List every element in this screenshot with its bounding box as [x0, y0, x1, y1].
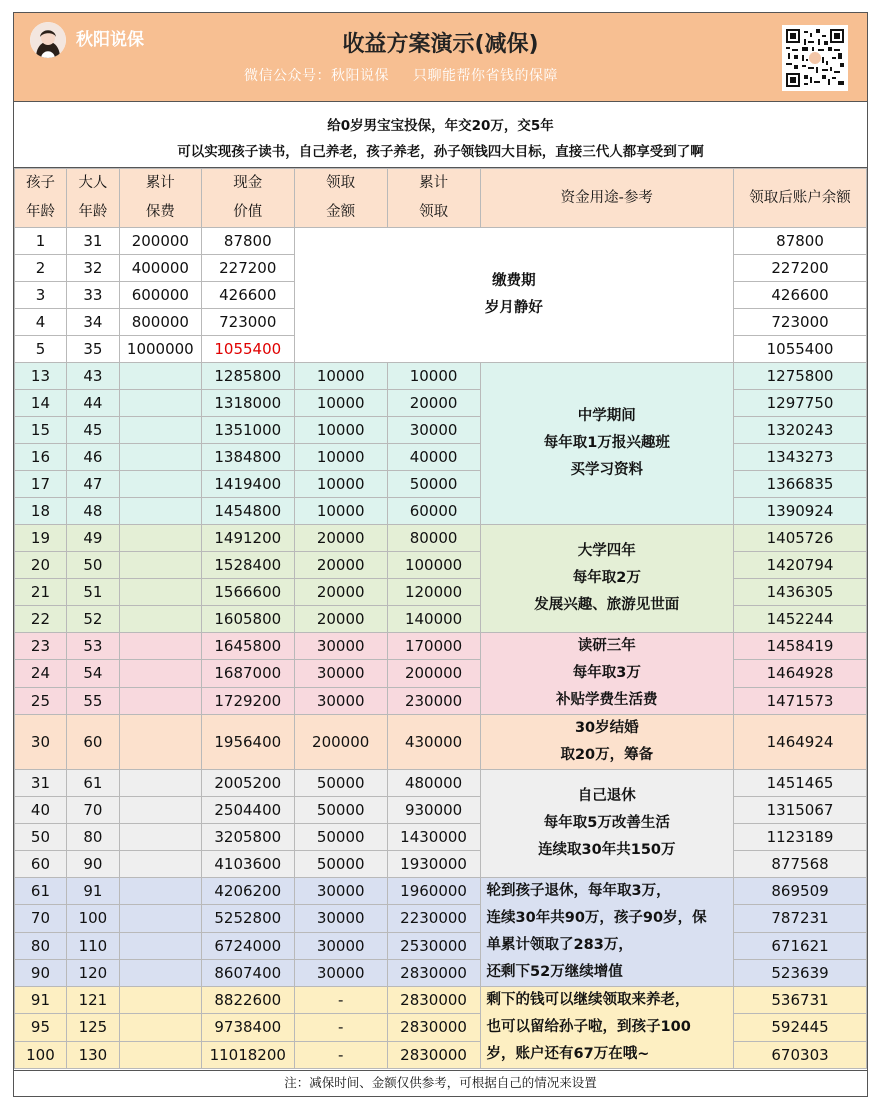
table-row: [15, 824, 867, 851]
balance-cell: 671621: [734, 932, 867, 959]
premium-cell: [119, 633, 201, 660]
usage-description: [480, 987, 734, 1069]
table-row: [15, 633, 867, 660]
usage-line: 补贴学费生活费: [556, 692, 658, 708]
child-age-cell: 19: [15, 525, 67, 552]
cash-value-cell: 1605800: [201, 606, 294, 633]
cash-value-cell: 1528400: [201, 552, 294, 579]
table-row: [15, 932, 867, 959]
cash-value-cell: 1351000: [201, 417, 294, 444]
cumulative-claim-cell: 170000: [387, 633, 480, 660]
cash-value-cell: 9738400: [201, 1014, 294, 1041]
premium-cell: 600000: [119, 282, 201, 309]
premium-cell: [119, 905, 201, 932]
table-row: [15, 363, 867, 390]
table-row: [15, 905, 867, 932]
child-age-cell: 30: [15, 715, 67, 770]
balance-cell: 877568: [734, 851, 867, 878]
adult-age-cell: 90: [66, 851, 119, 878]
cumulative-claim-cell: 2530000: [387, 932, 480, 959]
adult-age-cell: 52: [66, 606, 119, 633]
cash-value-cell: 1055400: [201, 336, 294, 363]
premium-cell: [119, 824, 201, 851]
claim-cell: 20000: [294, 579, 387, 606]
claim-cell: 30000: [294, 905, 387, 932]
cumulative-claim-cell: 480000: [387, 770, 480, 797]
table-row: [15, 770, 867, 797]
cash-value-cell: 11018200: [201, 1041, 294, 1068]
table-row: [15, 525, 867, 552]
adult-age-cell: 48: [66, 498, 119, 525]
usage-line: 买学习资料: [570, 462, 644, 478]
balance-cell: 1315067: [734, 797, 867, 824]
usage-line: 中学期间: [577, 408, 636, 424]
adult-age-cell: 91: [66, 878, 119, 905]
premium-cell: [119, 606, 201, 633]
child-age-cell: 100: [15, 1041, 67, 1068]
premium-cell: [119, 797, 201, 824]
table-row: [15, 959, 867, 986]
adult-age-cell: 60: [66, 715, 119, 770]
cash-value-cell: 8607400: [201, 959, 294, 986]
balance-cell: 592445: [734, 1014, 867, 1041]
col-adult-age: 大人 年龄: [66, 169, 119, 228]
table-row: [15, 797, 867, 824]
premium-cell: [119, 390, 201, 417]
usage-line: 读研三年: [577, 638, 636, 654]
cumulative-claim-cell: 30000: [387, 417, 480, 444]
benefit-table: [14, 168, 867, 1069]
adult-age-cell: 61: [66, 770, 119, 797]
adult-age-cell: 46: [66, 444, 119, 471]
balance-cell: 670303: [734, 1041, 867, 1068]
balance-cell: 1320243: [734, 417, 867, 444]
usage-line: 剩下的钱可以继续领取来养老，: [486, 992, 690, 1008]
claim-cell: 50000: [294, 851, 387, 878]
cumulative-claim-cell: 1430000: [387, 824, 480, 851]
claim-cell: 10000: [294, 390, 387, 417]
cumulative-claim-cell: 1930000: [387, 851, 480, 878]
usage-line: 岁，账户还有67万在哦~: [486, 1046, 650, 1062]
child-age-cell: 21: [15, 579, 67, 606]
cash-value-cell: 2504400: [201, 797, 294, 824]
cash-value-cell: 1729200: [201, 687, 294, 714]
child-age-cell: 50: [15, 824, 67, 851]
intro-line-2: 可以实现孩子读书，自己养老，孩子养老，孙子领钱四大目标，直接三代人都享受到了啊: [177, 144, 704, 160]
table-row: [15, 851, 867, 878]
premium-cell: [119, 444, 201, 471]
cash-value-cell: 87800: [201, 228, 294, 255]
child-age-cell: 3: [15, 282, 67, 309]
balance-cell: 1451465: [734, 770, 867, 797]
cumulative-claim-cell: 2230000: [387, 905, 480, 932]
child-age-cell: 2: [15, 255, 67, 282]
usage-line: 发展兴趣、旅游见世面: [534, 597, 680, 613]
table-row: [15, 606, 867, 633]
cumulative-claim-cell: 2830000: [387, 959, 480, 986]
balance-cell: 1458419: [734, 633, 867, 660]
cash-value-cell: 1285800: [201, 363, 294, 390]
premium-cell: 1000000: [119, 336, 201, 363]
claim-cell: 50000: [294, 824, 387, 851]
claim-cell: -: [294, 1041, 387, 1068]
adult-age-cell: 120: [66, 959, 119, 986]
child-age-cell: 20: [15, 552, 67, 579]
premium-cell: [119, 363, 201, 390]
cash-value-cell: 1645800: [201, 633, 294, 660]
usage-description: [480, 770, 734, 878]
subtitle: [244, 65, 558, 85]
premium-cell: [119, 579, 201, 606]
col-child-age: 孩子 年龄: [15, 169, 67, 228]
cumulative-claim-cell: 100000: [387, 552, 480, 579]
col-balance: 领取后账户余额: [734, 169, 867, 228]
child-age-cell: 15: [15, 417, 67, 444]
balance-cell: 1366835: [734, 471, 867, 498]
balance-cell: 787231: [734, 905, 867, 932]
claim-cell: 20000: [294, 525, 387, 552]
table-row: [15, 715, 867, 770]
brand-name: 秋阳说保: [76, 30, 144, 50]
subtitle-account: 微信公众号：秋阳说保: [244, 68, 389, 84]
child-age-cell: 5: [15, 336, 67, 363]
child-age-cell: 90: [15, 959, 67, 986]
premium-cell: [119, 552, 201, 579]
cumulative-claim-cell: 2830000: [387, 1014, 480, 1041]
premium-cell: [119, 660, 201, 687]
claim-cell: 30000: [294, 633, 387, 660]
usage-line: 单累计领取了283万，: [486, 937, 633, 953]
claim-cell: 30000: [294, 660, 387, 687]
qr-code-icon: [782, 25, 848, 91]
table-row: [15, 471, 867, 498]
premium-cell: [119, 417, 201, 444]
document-frame: [13, 12, 868, 1097]
premium-cell: [119, 878, 201, 905]
claim-cell: 30000: [294, 932, 387, 959]
claim-cell: 20000: [294, 552, 387, 579]
cumulative-claim-cell: 140000: [387, 606, 480, 633]
premium-cell: [119, 687, 201, 714]
premium-cell: [119, 932, 201, 959]
usage-line: 大学四年: [577, 543, 636, 559]
cumulative-claim-cell: 2830000: [387, 987, 480, 1014]
claim-cell: 50000: [294, 770, 387, 797]
cumulative-claim-cell: 930000: [387, 797, 480, 824]
adult-age-cell: 31: [66, 228, 119, 255]
intro-line-1: 给0岁男宝宝投保，年交20万，交5年: [327, 118, 554, 134]
adult-age-cell: 44: [66, 390, 119, 417]
premium-cell: 400000: [119, 255, 201, 282]
usage-line: 也可以留给孙子啦，到孩子100: [486, 1019, 691, 1035]
balance-cell: 1055400: [734, 336, 867, 363]
cash-value-cell: 4103600: [201, 851, 294, 878]
child-age-cell: 80: [15, 932, 67, 959]
balance-cell: 87800: [734, 228, 867, 255]
adult-age-cell: 54: [66, 660, 119, 687]
child-age-cell: 17: [15, 471, 67, 498]
claim-cell: -: [294, 987, 387, 1014]
cumulative-claim-cell: 1960000: [387, 878, 480, 905]
usage-line: 连续30年共90万，孩子90岁，保: [486, 910, 707, 926]
balance-cell: 1452244: [734, 606, 867, 633]
child-age-cell: 22: [15, 606, 67, 633]
cash-value-cell: 723000: [201, 309, 294, 336]
child-age-cell: 70: [15, 905, 67, 932]
balance-cell: 426600: [734, 282, 867, 309]
page-title: 收益方案演示(减保): [342, 32, 539, 57]
child-age-cell: 1: [15, 228, 67, 255]
child-age-cell: 16: [15, 444, 67, 471]
adult-age-cell: 33: [66, 282, 119, 309]
child-age-cell: 60: [15, 851, 67, 878]
table-row: [15, 228, 867, 255]
cash-value-cell: 3205800: [201, 824, 294, 851]
adult-age-cell: 43: [66, 363, 119, 390]
claim-cell: -: [294, 1014, 387, 1041]
usage-line: 连续取30年共150万: [538, 842, 676, 858]
child-age-cell: 61: [15, 878, 67, 905]
usage-line: 自己退休: [577, 788, 636, 804]
child-age-cell: 18: [15, 498, 67, 525]
premium-cell: [119, 959, 201, 986]
claim-cell: 10000: [294, 498, 387, 525]
balance-cell: 1464928: [734, 660, 867, 687]
col-claim: 领取 金额: [294, 169, 387, 228]
adult-age-cell: 80: [66, 824, 119, 851]
cumulative-claim-cell: 430000: [387, 715, 480, 770]
claim-cell: 30000: [294, 687, 387, 714]
usage-description: [480, 715, 734, 770]
balance-cell: 536731: [734, 987, 867, 1014]
adult-age-cell: 53: [66, 633, 119, 660]
child-age-cell: 13: [15, 363, 67, 390]
adult-age-cell: 49: [66, 525, 119, 552]
payment-period-subtitle: 岁月静好: [484, 300, 543, 316]
col-cumulative-claim: 累计 领取: [387, 169, 480, 228]
premium-cell: [119, 715, 201, 770]
balance-cell: 869509: [734, 878, 867, 905]
usage-line: 每年取1万报兴趣班: [543, 435, 670, 451]
table-row: [15, 660, 867, 687]
header-row: [15, 169, 867, 228]
cumulative-claim-cell: 50000: [387, 471, 480, 498]
cash-value-cell: 1687000: [201, 660, 294, 687]
child-age-cell: 24: [15, 660, 67, 687]
premium-cell: [119, 525, 201, 552]
adult-age-cell: 110: [66, 932, 119, 959]
child-age-cell: 14: [15, 390, 67, 417]
adult-age-cell: 35: [66, 336, 119, 363]
footer-note: 注：减保时间、金额仅供参考，可根据自己的情况来设置: [14, 1070, 867, 1096]
claim-cell: 10000: [294, 417, 387, 444]
usage-line: 取20万，筹备: [560, 747, 654, 763]
usage-description: [480, 878, 734, 987]
balance-cell: 1275800: [734, 363, 867, 390]
col-premium: 累计 保费: [119, 169, 201, 228]
cumulative-claim-cell: 230000: [387, 687, 480, 714]
adult-age-cell: 34: [66, 309, 119, 336]
cumulative-claim-cell: 20000: [387, 390, 480, 417]
usage-line: 每年取3万: [572, 665, 641, 681]
balance-cell: 1471573: [734, 687, 867, 714]
table-row: [15, 444, 867, 471]
balance-cell: 1464924: [734, 715, 867, 770]
cash-value-cell: 1491200: [201, 525, 294, 552]
balance-cell: 1436305: [734, 579, 867, 606]
cash-value-cell: 8822600: [201, 987, 294, 1014]
balance-cell: 1390924: [734, 498, 867, 525]
header-banner: [14, 13, 867, 102]
payment-period-label: [294, 228, 733, 363]
claim-cell: 30000: [294, 878, 387, 905]
child-age-cell: 31: [15, 770, 67, 797]
usage-line: 轮到孩子退休，每年取3万，: [486, 883, 671, 899]
table-row: [15, 987, 867, 1014]
premium-cell: [119, 770, 201, 797]
balance-cell: 1297750: [734, 390, 867, 417]
premium-cell: [119, 471, 201, 498]
cash-value-cell: 227200: [201, 255, 294, 282]
table-row: [15, 579, 867, 606]
premium-cell: [119, 1014, 201, 1041]
balance-cell: 723000: [734, 309, 867, 336]
cash-value-cell: 1384800: [201, 444, 294, 471]
balance-cell: 1420794: [734, 552, 867, 579]
claim-cell: 10000: [294, 363, 387, 390]
adult-age-cell: 47: [66, 471, 119, 498]
cumulative-claim-cell: 200000: [387, 660, 480, 687]
adult-age-cell: 51: [66, 579, 119, 606]
intro-text: [14, 102, 867, 168]
cumulative-claim-cell: 40000: [387, 444, 480, 471]
balance-cell: 1123189: [734, 824, 867, 851]
col-usage: 资金用途-参考: [480, 169, 734, 228]
claim-cell: 200000: [294, 715, 387, 770]
adult-age-cell: 32: [66, 255, 119, 282]
child-age-cell: 4: [15, 309, 67, 336]
adult-age-cell: 125: [66, 1014, 119, 1041]
payment-period-title: 缴费期: [492, 273, 536, 289]
claim-cell: 50000: [294, 797, 387, 824]
cumulative-claim-cell: 60000: [387, 498, 480, 525]
cash-value-cell: 6724000: [201, 932, 294, 959]
table-row: [15, 1041, 867, 1068]
child-age-cell: 40: [15, 797, 67, 824]
balance-cell: 227200: [734, 255, 867, 282]
col-cash-value: 现金 价值: [201, 169, 294, 228]
usage-description: [480, 363, 734, 525]
balance-cell: 1405726: [734, 525, 867, 552]
cumulative-claim-cell: 10000: [387, 363, 480, 390]
adult-age-cell: 121: [66, 987, 119, 1014]
table-row: [15, 552, 867, 579]
adult-age-cell: 70: [66, 797, 119, 824]
adult-age-cell: 50: [66, 552, 119, 579]
usage-line: 30岁结婚: [574, 720, 639, 736]
table-row: [15, 498, 867, 525]
usage-line: 每年取5万改善生活: [543, 815, 670, 831]
subtitle-slogan: 只聊能帮你省钱的保障: [413, 68, 558, 84]
usage-description: [480, 525, 734, 633]
cash-value-cell: 4206200: [201, 878, 294, 905]
adult-age-cell: 55: [66, 687, 119, 714]
table-row: [15, 390, 867, 417]
usage-description: [480, 633, 734, 715]
premium-cell: [119, 851, 201, 878]
table-row: [15, 417, 867, 444]
cash-value-cell: 426600: [201, 282, 294, 309]
adult-age-cell: 45: [66, 417, 119, 444]
table-row: [15, 1014, 867, 1041]
adult-age-cell: 130: [66, 1041, 119, 1068]
child-age-cell: 23: [15, 633, 67, 660]
child-age-cell: 91: [15, 987, 67, 1014]
cumulative-claim-cell: 80000: [387, 525, 480, 552]
cash-value-cell: 2005200: [201, 770, 294, 797]
usage-line: 还剩下52万继续增值: [486, 964, 623, 980]
cash-value-cell: 1419400: [201, 471, 294, 498]
cash-value-cell: 1454800: [201, 498, 294, 525]
premium-cell: 800000: [119, 309, 201, 336]
cash-value-cell: 5252800: [201, 905, 294, 932]
premium-cell: [119, 498, 201, 525]
adult-age-cell: 100: [66, 905, 119, 932]
balance-cell: 523639: [734, 959, 867, 986]
usage-line: 每年取2万: [572, 570, 641, 586]
claim-cell: 10000: [294, 444, 387, 471]
balance-cell: 1343273: [734, 444, 867, 471]
cash-value-cell: 1318000: [201, 390, 294, 417]
child-age-cell: 95: [15, 1014, 67, 1041]
premium-cell: [119, 1041, 201, 1068]
child-age-cell: 25: [15, 687, 67, 714]
claim-cell: 30000: [294, 959, 387, 986]
cumulative-claim-cell: 2830000: [387, 1041, 480, 1068]
cash-value-cell: 1956400: [201, 715, 294, 770]
table-row: [15, 878, 867, 905]
premium-cell: [119, 987, 201, 1014]
claim-cell: 20000: [294, 606, 387, 633]
cash-value-cell: 1566600: [201, 579, 294, 606]
premium-cell: 200000: [119, 228, 201, 255]
claim-cell: 10000: [294, 471, 387, 498]
cumulative-claim-cell: 120000: [387, 579, 480, 606]
table-row: [15, 687, 867, 714]
